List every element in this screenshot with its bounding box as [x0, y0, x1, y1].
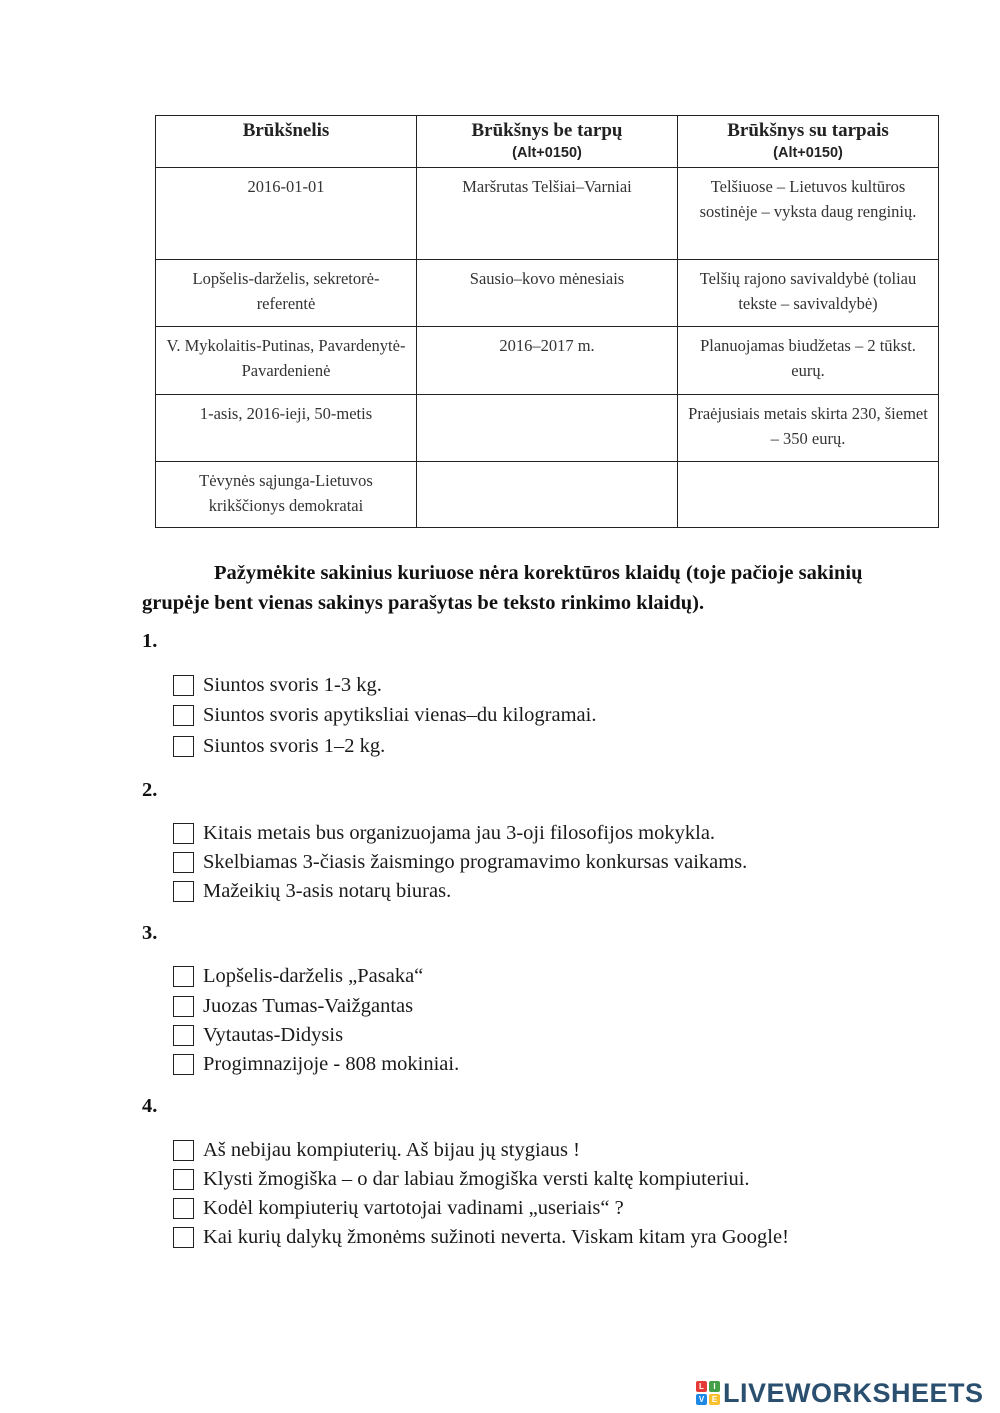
table-row — [156, 462, 939, 528]
instruction-text: Pažymėkite sakinius kuriuose nėra korektūros klaidų (toje pačioje sakinių grupėje bent vienas sakinys parašytas be teksto rinkimo klaidų). — [142, 562, 863, 614]
option-checkbox[interactable]: Vytautas-Didysis — [173, 1022, 343, 1048]
dash-usage-table — [155, 115, 939, 528]
table-cell: Telšiuose – Lietuvos kultūros sostinėje – vyksta daug renginių. — [678, 168, 939, 260]
option-checkbox[interactable]: Kai kurių dalykų žmonėms sužinoti neverta. Viskam kitam yra Google! — [173, 1224, 789, 1250]
question-number: 4. — [142, 1095, 158, 1117]
checkbox-icon[interactable] — [173, 881, 194, 902]
logo-tile: E — [709, 1394, 720, 1405]
table-cell: 1-asis, 2016-ieji, 50-metis — [156, 395, 417, 462]
table-cell — [678, 462, 939, 528]
checkbox-icon[interactable] — [173, 1025, 194, 1046]
table-cell — [417, 462, 678, 528]
checkbox-icon[interactable] — [173, 675, 194, 696]
header-cell: Brūkšnys su tarpais (Alt+0150) — [678, 116, 939, 168]
table-cell: V. Mykolaitis-Putinas, Pavardenytė-Pavardenienė — [156, 327, 417, 395]
table-cell: Sausio–kovo mėnesiais — [417, 260, 678, 327]
option-checkbox[interactable]: Siuntos svoris 1-3 kg. — [173, 672, 382, 698]
checkbox-icon[interactable] — [173, 852, 194, 873]
question-number: 2. — [142, 779, 158, 801]
table-cell — [417, 395, 678, 462]
checkbox-icon[interactable] — [173, 823, 194, 844]
logo-text: LIVEWORKSHEETS — [723, 1377, 984, 1408]
option-checkbox[interactable]: Siuntos svoris 1–2 kg. — [173, 733, 385, 759]
table-cell: Lopšelis-darželis, sekretorė-referentė — [156, 260, 417, 327]
logo-tile: L — [696, 1381, 707, 1392]
header-cell: Brūkšnelis — [156, 116, 417, 168]
checkbox-icon[interactable] — [173, 1054, 194, 1075]
checkbox-icon[interactable] — [173, 1140, 194, 1161]
table-cell: Telšių rajono savivaldybė (toliau tekste – savivaldybė) — [678, 260, 939, 327]
checkbox-icon[interactable] — [173, 736, 194, 757]
table-row — [156, 327, 939, 395]
option-checkbox[interactable]: Klysti žmogiška – o dar labiau žmogiška versti kaltę kompiuteriui. — [173, 1166, 750, 1192]
table-cell: Praėjusiais metais skirta 230, šiemet – 350 eurų. — [678, 395, 939, 462]
table-cell: Planuojamas biudžetas – 2 tūkst. eurų. — [678, 327, 939, 395]
question-number: 3. — [142, 922, 158, 944]
table-cell: 2016-01-01 — [156, 168, 417, 260]
logo-tile: V — [696, 1394, 707, 1405]
option-checkbox[interactable]: Siuntos svoris apytiksliai vienas–du kilogramai. — [173, 702, 596, 728]
checkbox-icon[interactable] — [173, 1227, 194, 1248]
table-row — [156, 395, 939, 462]
table-row — [156, 260, 939, 327]
table-row — [156, 168, 939, 260]
option-checkbox[interactable]: Aš nebijau kompiuterių. Aš bijau jų stygiaus ! — [173, 1137, 580, 1163]
table-cell: Tėvynės sąjunga-Lietuvos krikščionys demokratai — [156, 462, 417, 528]
liveworksheets-logo[interactable] — [696, 1377, 984, 1409]
option-checkbox[interactable]: Juozas Tumas-Vaižgantas — [173, 993, 413, 1019]
logo-tile: I — [709, 1381, 720, 1392]
option-checkbox[interactable]: Kitais metais bus organizuojama jau 3-oji filosofijos mokykla. — [173, 820, 715, 846]
checkbox-icon[interactable] — [173, 1169, 194, 1190]
header-cell: Brūkšnys be tarpų (Alt+0150) — [417, 116, 678, 168]
table-cell: Maršrutas Telšiai–Varniai — [417, 168, 678, 260]
liveworksheets-logo-icon — [696, 1381, 720, 1405]
option-checkbox[interactable]: Mažeikių 3-asis notarų biuras. — [173, 878, 451, 904]
table-cell: 2016–2017 m. — [417, 327, 678, 395]
option-checkbox[interactable]: Kodėl kompiuterių vartotojai vadinami „useriais“ ? — [173, 1195, 624, 1221]
option-checkbox[interactable]: Skelbiamas 3-čiasis žaismingo programavimo konkursas vaikams. — [173, 849, 747, 875]
option-checkbox[interactable]: Progimnazijoje - 808 mokiniai. — [173, 1051, 459, 1077]
checkbox-icon[interactable] — [173, 705, 194, 726]
checkbox-icon[interactable] — [173, 996, 194, 1017]
table-header-row — [156, 116, 939, 168]
checkbox-icon[interactable] — [173, 966, 194, 987]
option-checkbox[interactable]: Lopšelis-darželis „Pasaka“ — [173, 963, 423, 989]
question-number: 1. — [142, 630, 158, 652]
checkbox-icon[interactable] — [173, 1198, 194, 1219]
